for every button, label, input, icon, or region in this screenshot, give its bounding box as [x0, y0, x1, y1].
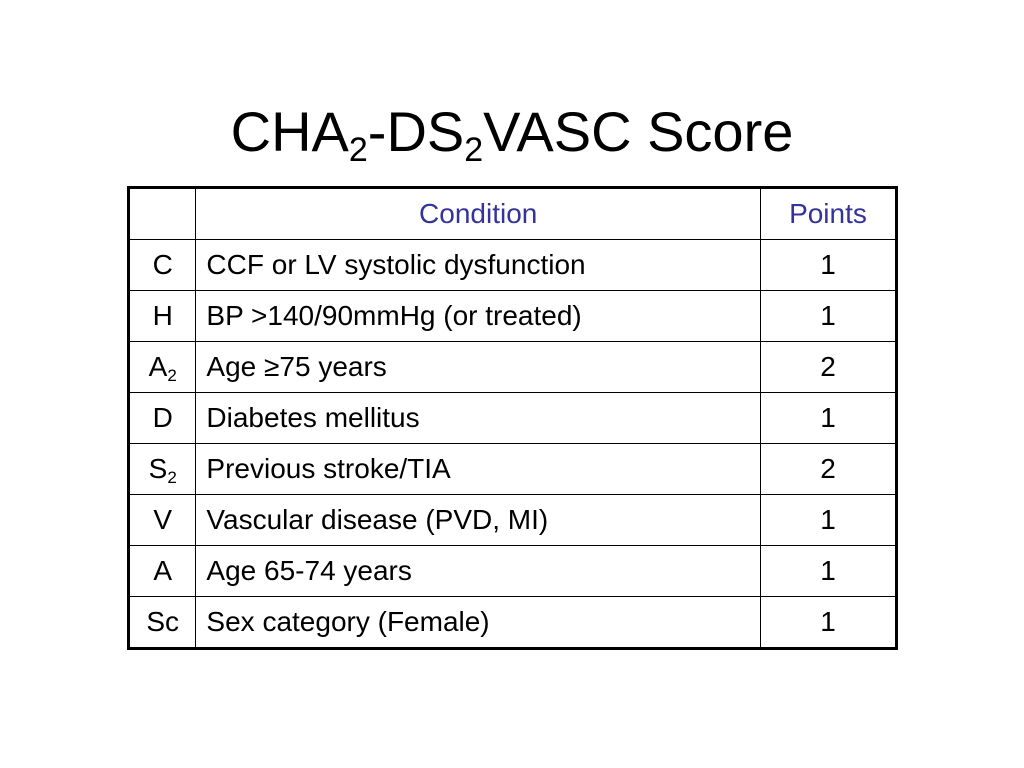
table-row — [129, 495, 897, 546]
header-condition-cell: Condition — [196, 188, 761, 240]
table-header-row — [129, 188, 897, 240]
letter-subscript: 2 — [167, 366, 177, 385]
condition-cell: Previous stroke/TIA — [196, 444, 761, 495]
points-cell: 1 — [760, 546, 896, 597]
score-table — [127, 186, 898, 650]
letter-text: Sc — [146, 606, 180, 637]
condition-cell: Vascular disease (PVD, MI) — [196, 495, 761, 546]
points-cell: 2 — [760, 444, 896, 495]
letter-subscript: 2 — [167, 468, 177, 487]
title-part-2: -DS — [367, 100, 465, 163]
page-title — [0, 97, 1024, 167]
letter-cell — [129, 444, 196, 495]
points-cell: 1 — [760, 291, 896, 342]
condition-cell: Age ≥75 years — [196, 342, 761, 393]
condition-cell: Diabetes mellitus — [196, 393, 761, 444]
title-part-1: CHA — [230, 100, 349, 163]
header-points-cell: Points — [760, 188, 896, 240]
table-row — [129, 291, 897, 342]
letter-text: H — [152, 300, 173, 331]
title-subscript-2: 2 — [464, 131, 484, 169]
condition-cell: Sex category (Female) — [196, 597, 761, 649]
letter-text: D — [152, 402, 173, 433]
header-letter-cell — [129, 188, 196, 240]
table-row — [129, 444, 897, 495]
points-cell: 2 — [760, 342, 896, 393]
title-subscript-1: 2 — [348, 131, 368, 169]
table-row — [129, 342, 897, 393]
letter-cell — [129, 546, 196, 597]
table-row — [129, 546, 897, 597]
table-row — [129, 597, 897, 649]
letter-cell — [129, 597, 196, 649]
letter-cell — [129, 291, 196, 342]
points-cell: 1 — [760, 240, 896, 291]
letter-text: S — [148, 453, 168, 484]
points-cell: 1 — [760, 597, 896, 649]
letter-text: C — [152, 249, 173, 280]
table-row — [129, 393, 897, 444]
condition-cell: BP >140/90mmHg (or treated) — [196, 291, 761, 342]
points-cell: 1 — [760, 495, 896, 546]
points-cell: 1 — [760, 393, 896, 444]
letter-cell — [129, 240, 196, 291]
letter-cell — [129, 342, 196, 393]
table-row — [129, 240, 897, 291]
condition-cell: Age 65-74 years — [196, 546, 761, 597]
letter-text: V — [153, 504, 173, 535]
letter-text: A — [153, 555, 173, 586]
condition-cell: CCF or LV systolic dysfunction — [196, 240, 761, 291]
letter-cell — [129, 393, 196, 444]
letter-cell — [129, 495, 196, 546]
letter-text: A — [148, 351, 168, 382]
title-part-3: VASC Score — [483, 100, 794, 163]
